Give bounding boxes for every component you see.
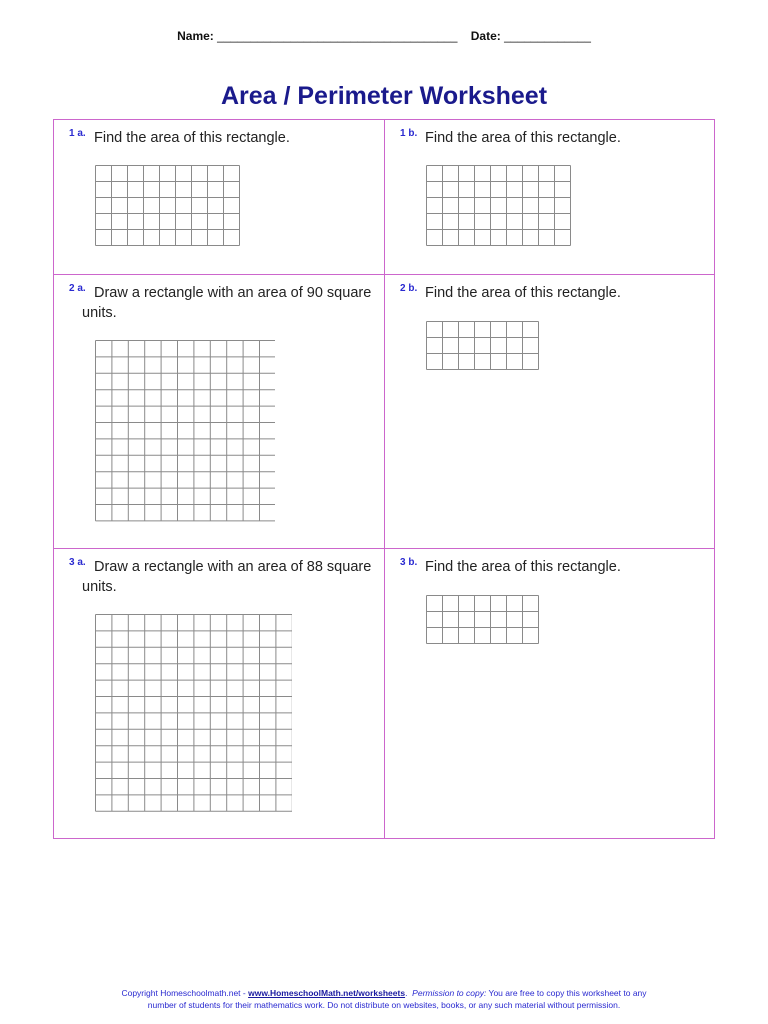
copyright-text: Copyright Homeschoolmath.net - <box>121 988 249 998</box>
grid-rectangle <box>95 340 275 524</box>
question-number: 1 a. <box>69 128 86 139</box>
question-2a <box>54 275 384 548</box>
question-number: 3 a. <box>69 557 86 568</box>
worksheet-title: Area / Perimeter Worksheet <box>220 82 548 110</box>
question-3b <box>385 549 715 839</box>
copyright-footer <box>90 987 678 1011</box>
question-text-line1: Draw a rectangle with an area of 88 square <box>94 559 372 575</box>
question-text <box>82 283 384 323</box>
question-text <box>82 557 384 597</box>
question-text-line2: units. <box>82 579 117 595</box>
name-date-header <box>0 29 768 43</box>
grid-rectangle <box>426 165 573 249</box>
question-number: 2 a. <box>69 283 86 294</box>
name-label: Name: <box>177 29 214 43</box>
question-number: 1 b. <box>400 128 418 139</box>
question-text: Find the area of this rectangle. <box>425 285 621 301</box>
date-label: Date: <box>470 29 501 43</box>
question-number: 2 b. <box>400 283 418 294</box>
question-text: Find the area of this rectangle. <box>425 130 621 146</box>
date-blank[interactable]: _____________ <box>504 29 591 43</box>
question-text: Find the area of this rectangle. <box>425 559 621 575</box>
question-text-line1: Draw a rectangle with an area of 90 square <box>94 285 372 301</box>
name-blank[interactable]: ____________________________________ <box>217 29 458 43</box>
grid-rectangle <box>426 595 540 647</box>
separator-text: . <box>405 988 408 998</box>
question-3a <box>54 549 384 839</box>
question-2b <box>385 275 715 548</box>
permission-text-line2: number of students for their mathematics work. Do not distribute on websites, books, or any such material without permission. <box>147 1000 621 1010</box>
grid-rectangle <box>95 165 242 249</box>
question-text: Find the area of this rectangle. <box>94 130 290 146</box>
permission-text: You are free to copy this worksheet to any <box>486 988 647 998</box>
grid-rectangle <box>95 614 292 815</box>
question-1b <box>385 120 715 274</box>
question-number: 3 b. <box>400 557 418 568</box>
worksheet-table <box>53 119 715 839</box>
permission-label: Permission to copy: <box>412 988 487 998</box>
question-1a <box>54 120 384 274</box>
homeschoolmath-link[interactable]: www.HomeschoolMath.net/worksheets <box>248 988 406 998</box>
question-text-line2: units. <box>82 305 117 321</box>
grid-rectangle <box>426 321 540 373</box>
